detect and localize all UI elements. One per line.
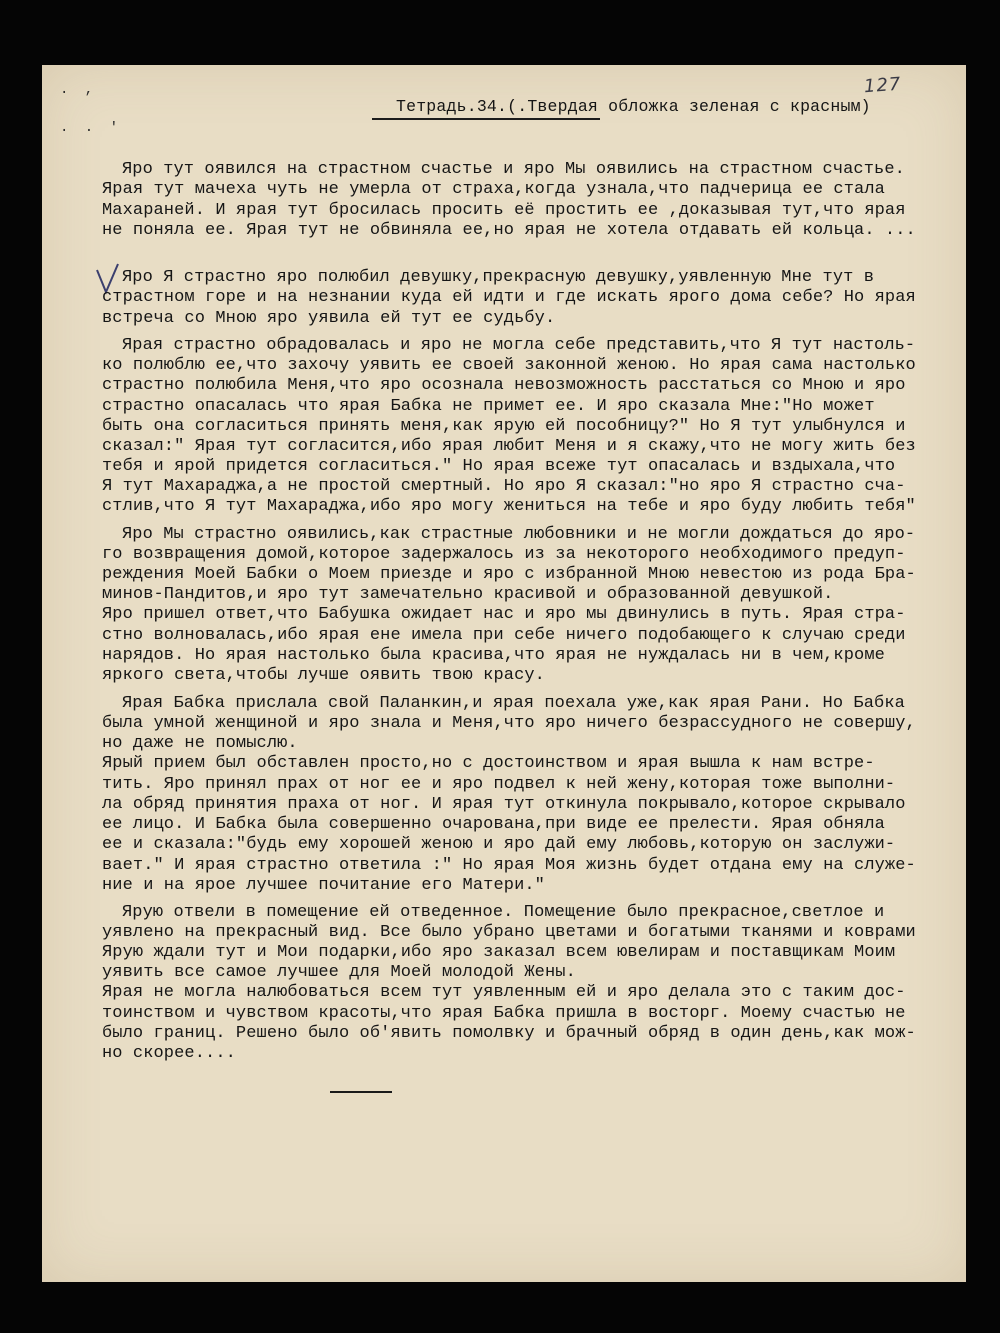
notebook-header: Тетрадь.34.(.Твердая обложка зеленая с красным) [396, 97, 871, 116]
text-line: стно волновалась,ибо ярая ене имела при себе ничего подобающего к случаю среди [102, 626, 906, 645]
text-line: Ярая Бабка прислала свой Паланкин,и ярая поехала уже,как ярая Рани. Но Бабка [122, 694, 905, 713]
text-line: Яро пришел ответ,что Бабушка ожидает нас и яро мы двинулись в путь. Ярая стра- [102, 605, 906, 624]
text-line: не поняла ее. Ярая тут не обвиняла ее,но ярая не хотела отдавать ей кольца. ... [102, 221, 916, 240]
text-line: Ярую ждали тут и Мои подарки,ибо яро заказал всем ювелирам и поставщикам Моим [102, 943, 896, 962]
text-line: Ярый прием был обставлен просто,но с достоинством и ярая вышла к нам встре- [102, 754, 875, 773]
text-line: Яро Мы страстно оявились,как страстные любовники и не могли дождаться до яро- [122, 525, 916, 544]
text-line: Яро Я страстно яро полюбил девушку,прекрасную девушку,уявленную Мне тут в [122, 268, 875, 287]
text-line: тебя и ярой придется согласиться." Но ярая всеже тут опасалась и вздыхала,что [102, 457, 896, 476]
text-line: страстно опасалась что ярая Бабка не примет ее. И яро сказала Мне:"Но может [102, 397, 875, 416]
text-line: минов-Пандитов,и яро тут замечательно красивой и образованной девушкой. [102, 585, 834, 604]
text-line: ние и на ярое лучшее почитание его Матери." [102, 876, 545, 895]
text-line: но скорее.... [102, 1044, 236, 1063]
text-line: Ярая страстно обрадовалась и яро не могла себе представить,что Я тут настоль- [122, 336, 916, 355]
text-line: тоинством и чувством красоты,что ярая Бабка пришла в восторг. Моему счастью не [102, 1004, 906, 1023]
text-line: Махараней. И ярая тут бросилась просить её простить ее ,доказывая тут,что ярая [102, 201, 906, 220]
text-line: но даже не помыслю. [102, 734, 298, 753]
text-line: встреча со Мною яро уявила ей тут ее судьбу. [102, 309, 556, 328]
text-line: Ярая не могла налюбоваться всем тут уявленным ей и яро делала это с таким дос- [102, 983, 906, 1002]
text-line: сказал:" Ярая тут согласится,ибо ярая любит Меня и я скажу,что не могу жить без [102, 437, 916, 456]
text-line: Я тут Махараджа,а не простой смертный. Но яро Я сказал:"но яро Я страстно сча- [102, 477, 906, 496]
text-line: страстном горе и на незнании куда ей идти и где искать ярого дома себе? Но ярая [102, 288, 916, 307]
text-line: тить. Яро принял прах от ног ее и яро подвел к ней жену,которая тоже выполни- [102, 775, 896, 794]
text-line: нарядов. Но ярая настолько была красива,что ярая не нуждалась ни в чем,кроме [102, 646, 885, 665]
text-line: быть она согласиться принять меня,как ярую ей пособницу?" Но Я тут улыбнулся и [102, 417, 906, 436]
text-line: уявить все самое лучшее для Моей молодой Жены. [102, 963, 576, 982]
end-rule [330, 1091, 392, 1093]
text-line: ее лицо. И Бабка была совершенно очарована,при виде ее прелести. Ярая обняла [102, 815, 885, 834]
text-line: вает." И ярая страстно ответила :" Но ярая Моя жизнь будет отдана ему на служе- [102, 856, 916, 875]
text-line: страстно полюбила Меня,что яро осознала невозможность расстаться со Мною и яро [102, 376, 906, 395]
text-line: ее и сказала:"будь ему хорошей женою и яро дай ему любовь,которую он заслужи- [102, 835, 896, 854]
header-underline [372, 118, 600, 120]
text-line: ла обряд принятия праха от ног. И ярая тут откинула покрывало,которое скрывало [102, 795, 906, 814]
text-line: была умной женщиной и яро знала и Меня,что яро ничего безрассудного не совершу, [102, 714, 916, 733]
text-line: было границ. Решено было об'явить помолвку и брачный обряд в один день,как мож- [102, 1024, 916, 1043]
text-line: ко полюблю ее,что захочу уявить ее своей законной женою. Но ярая сама настолько [102, 356, 916, 375]
margin-mark-top: . , [60, 82, 98, 98]
text-line: уявлено на прекрасный вид. Все было убрано цветами и богатыми тканями и коврами [102, 923, 916, 942]
margin-mark-second: . . ' [60, 120, 123, 136]
text-line: го возвращения домой,которое задержалось из за некоторого необходимого предуп- [102, 545, 906, 564]
text-line: Яро тут оявился на страстном счастье и яро Мы оявились на страстном счастье. [122, 160, 905, 179]
text-line: Ярая тут мачеха чуть не умерла от страха,когда узнала,что падчерица ее стала [102, 180, 885, 199]
text-line: реждения Моей Бабки о Моем приезде и яро с избранной Мною невестою из рода Бра- [102, 565, 916, 584]
text-line: Ярую отвели в помещение ей отведенное. Помещение было прекрасное,светлое и [122, 903, 885, 922]
text-line: стлив,что Я тут Махараджа,ибо яро могу жениться на тебе и яро буду любить тебя" [102, 497, 916, 516]
page-number: 127 [863, 73, 903, 98]
text-line: яркого света,чтобы лучше оявить твою красу. [102, 666, 545, 685]
